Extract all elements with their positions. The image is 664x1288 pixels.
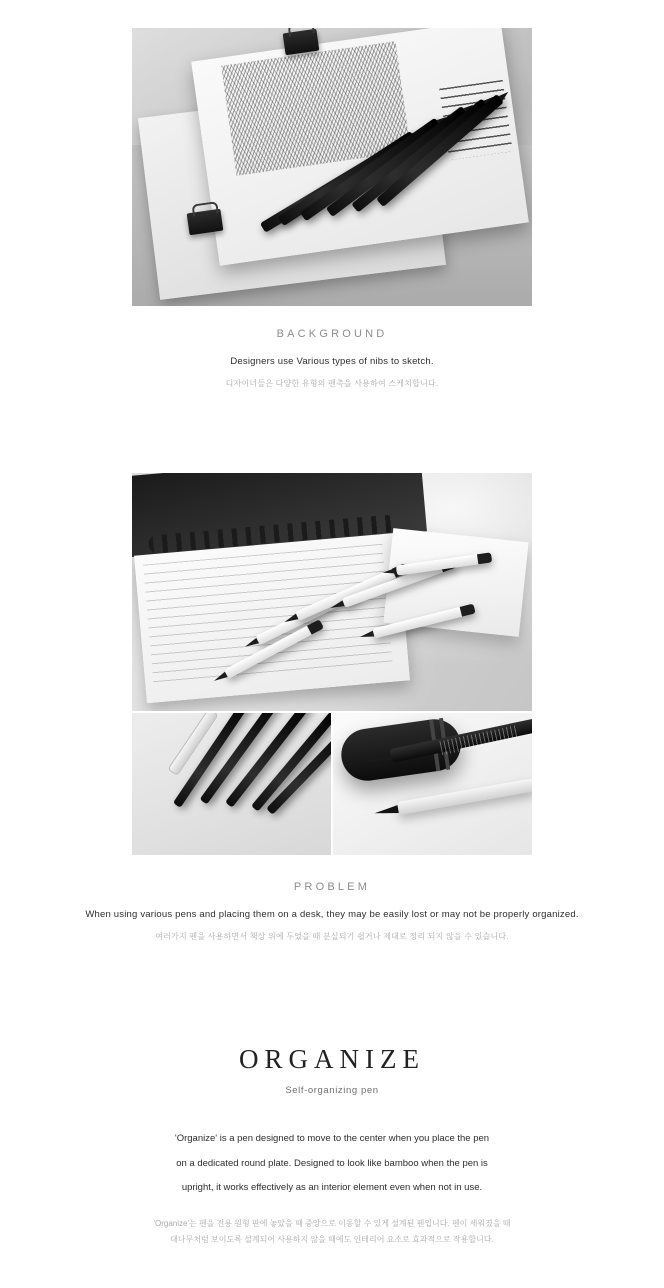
problem-caption — [52, 881, 612, 944]
photo-pen-group — [132, 713, 331, 855]
photo-notebook-and-white-pens — [132, 473, 532, 711]
brand-tagline: Self-organizing pen — [285, 1085, 379, 1097]
problem-hero-image — [132, 473, 532, 711]
description-kr-line: 대나무처럼 보이도록 설계되어 사용하지 않을 때에도 인테리어 요소로 효과적으로 작용합니다. — [170, 1234, 494, 1244]
photo-nib-macro — [333, 713, 532, 855]
background-hero-image — [132, 28, 532, 306]
description-en-line: on a dedicated round plate. Designed to look like bamboo when the pen is — [176, 1157, 488, 1169]
description-en-line: upright, it works effectively as an interior element even when not in use. — [181, 1182, 483, 1194]
photo-sketch-and-pens — [132, 28, 532, 306]
description-en-line: 'Organize' is a pen designed to move to the center when you place the pen — [174, 1133, 490, 1145]
background-caption-kr: 디자이너들은 다양한 유형의 펜촉을 사용하여 스케치합니다. — [225, 378, 439, 388]
brand-description — [92, 1130, 572, 1248]
problem-thumb-right — [333, 713, 532, 855]
background-caption — [52, 328, 612, 391]
ruled-lines — [143, 544, 393, 688]
section-title-background: BACKGROUND — [276, 328, 388, 340]
problem-caption-kr: 여러가지 펜을 사용하면서 책상 위에 두었을 때 분실되기 쉽거나 제대로 정리 되지 않을 수 있습니다. — [155, 931, 509, 941]
problem-caption-en: When using various pens and placing them on a desk, they may be easily lost or may not be properly organized. — [85, 909, 579, 921]
background-caption-en: Designers use Various types of nibs to sketch. — [230, 356, 434, 367]
section-background — [0, 0, 664, 391]
section-title-problem: PROBLEM — [293, 881, 371, 894]
section-problem — [0, 391, 664, 944]
binder-clip-icon — [283, 29, 320, 56]
brand-description-kr — [92, 1216, 572, 1248]
brand-name: ORGANIZE — [239, 1044, 425, 1075]
section-brand — [0, 944, 664, 1288]
problem-thumb-left — [132, 713, 331, 855]
description-kr-line: 'Organize'는 펜을 전용 원형 판에 놓았을 때 중앙으로 이동할 수 있게 설계된 펜입니다. 펜이 세워졌을 때 — [153, 1218, 511, 1228]
problem-thumbnail-row — [132, 713, 532, 855]
pen-object — [397, 778, 532, 815]
